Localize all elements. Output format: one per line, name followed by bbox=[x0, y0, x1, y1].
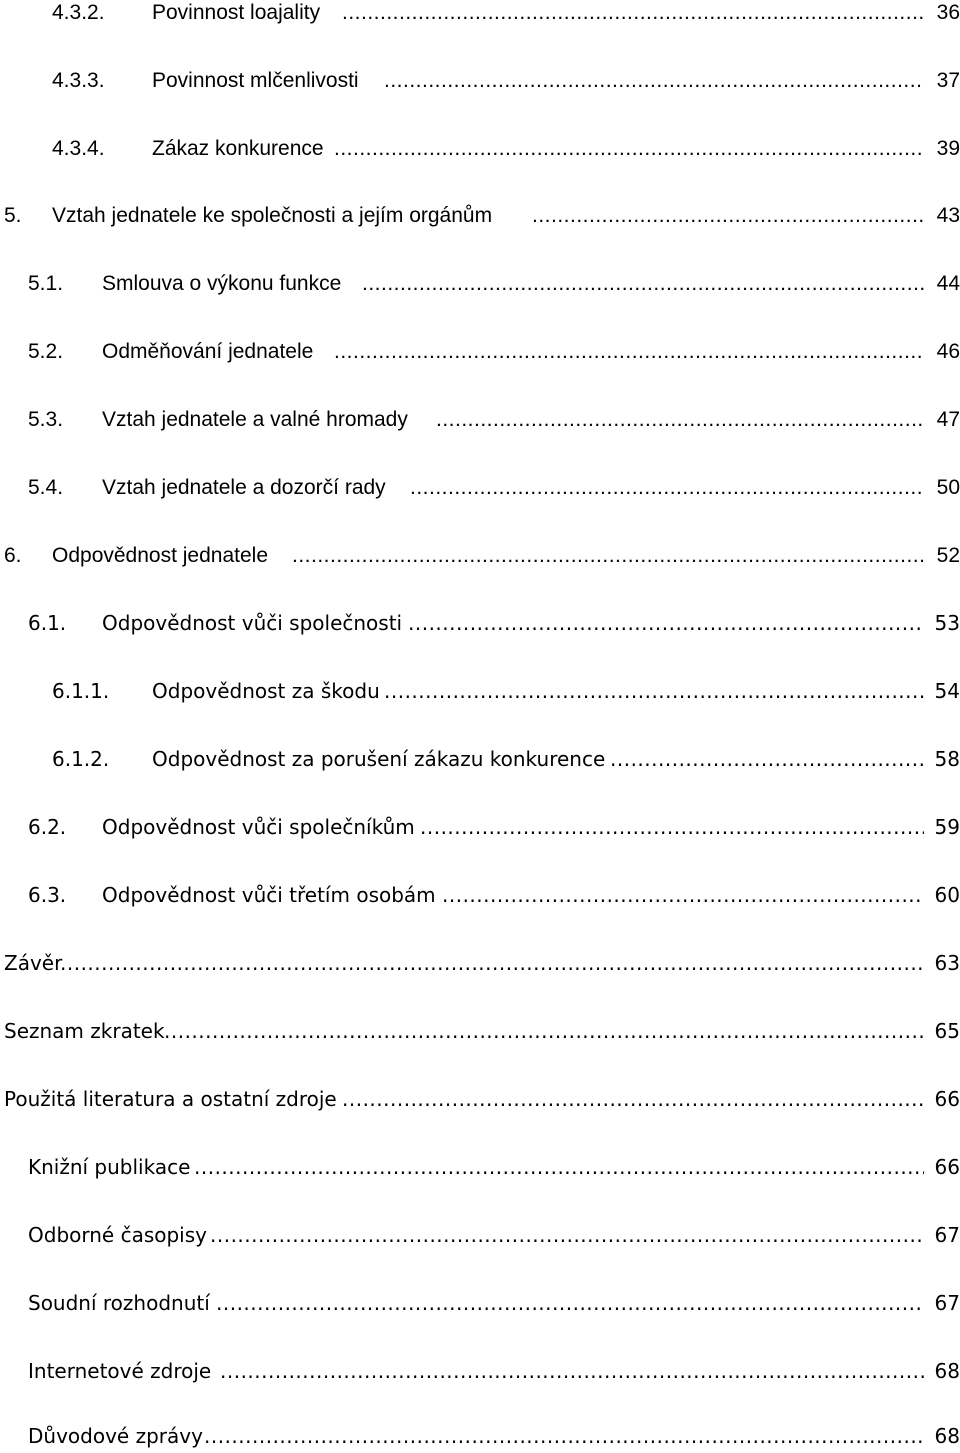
toc-dot-leader bbox=[442, 878, 924, 912]
toc-dot-leader bbox=[334, 335, 924, 369]
toc-entry[interactable] bbox=[0, 1150, 960, 1184]
toc-dot-leader bbox=[220, 1354, 924, 1388]
toc-entry-number: 6.1.2. bbox=[52, 747, 110, 771]
toc-entry-number: 5.4. bbox=[28, 476, 64, 499]
toc-entry-number: 5.3. bbox=[28, 408, 64, 431]
toc-entry-title: Závěr bbox=[4, 951, 63, 975]
toc-entry-page: 50 bbox=[933, 471, 960, 505]
toc-entry-title: Odpovědnost za škodu bbox=[152, 679, 380, 703]
toc-entry-page: 43 bbox=[933, 199, 960, 233]
toc-entry[interactable] bbox=[0, 1082, 960, 1116]
toc-entry-number: 5.2. bbox=[28, 340, 64, 363]
toc-entry-page: 58 bbox=[931, 742, 960, 776]
toc-dot-leader bbox=[60, 946, 924, 980]
toc-dot-leader bbox=[408, 606, 924, 640]
toc-dot-leader bbox=[384, 674, 924, 708]
toc-entry-title: Důvodové zprávy bbox=[28, 1424, 203, 1448]
toc-entry-page: 59 bbox=[931, 810, 960, 844]
toc-entry[interactable] bbox=[0, 1354, 960, 1388]
toc-dot-leader bbox=[610, 742, 924, 776]
toc-entry-page: 44 bbox=[933, 267, 960, 301]
toc-entry[interactable] bbox=[0, 335, 960, 369]
toc-entry-title: Povinnost mlčenlivosti bbox=[152, 69, 359, 92]
toc-entry-page: 68 bbox=[931, 1419, 960, 1453]
toc-entry-title: Povinnost loajality bbox=[152, 1, 321, 24]
toc-entry-page: 36 bbox=[933, 0, 960, 30]
toc-entry-page: 66 bbox=[931, 1150, 960, 1184]
toc-entry-number: 4.3.4. bbox=[52, 137, 105, 160]
toc-entry[interactable] bbox=[0, 742, 960, 776]
toc-entry-page: 53 bbox=[931, 606, 960, 640]
toc-dot-leader bbox=[292, 539, 924, 573]
toc-dot-leader bbox=[216, 1286, 924, 1320]
toc-entry[interactable] bbox=[0, 267, 960, 301]
toc-entry-number: 5.1. bbox=[28, 272, 64, 295]
toc-entry-title: Vztah jednatele a valné hromady bbox=[102, 408, 408, 431]
toc-entry-page: 60 bbox=[931, 878, 960, 912]
toc-dot-leader bbox=[164, 1014, 924, 1048]
toc-entry-page: 52 bbox=[933, 539, 960, 573]
toc-entry-title: Zákaz konkurence bbox=[152, 137, 324, 160]
toc-dot-leader bbox=[342, 0, 924, 30]
toc-entry[interactable] bbox=[0, 0, 960, 30]
toc-entry[interactable] bbox=[0, 810, 960, 844]
toc-entry[interactable] bbox=[0, 1014, 960, 1048]
toc-entry[interactable] bbox=[0, 132, 960, 166]
toc-entry-title: Smlouva o výkonu funkce bbox=[102, 272, 342, 295]
toc-entry[interactable] bbox=[0, 471, 960, 505]
toc-dot-leader bbox=[420, 810, 924, 844]
toc-entry-number: 6.3. bbox=[28, 883, 67, 907]
toc-entry[interactable] bbox=[0, 64, 960, 98]
toc-dot-leader bbox=[532, 199, 924, 233]
toc-entry-title: Seznam zkratek bbox=[4, 1019, 165, 1043]
toc-entry-page: 67 bbox=[931, 1286, 960, 1320]
toc-entry[interactable] bbox=[0, 946, 960, 980]
toc-entry-title: Internetové zdroje bbox=[28, 1359, 212, 1383]
toc-entry[interactable] bbox=[0, 539, 960, 573]
toc-dot-leader bbox=[410, 471, 924, 505]
toc-entry[interactable] bbox=[0, 606, 960, 640]
toc-entry-number: 5. bbox=[4, 204, 22, 227]
toc-entry-number: 4.3.3. bbox=[52, 69, 105, 92]
toc-dot-leader bbox=[194, 1150, 924, 1184]
toc-entry-title: Odměňování jednatele bbox=[102, 340, 314, 363]
toc-entry-page: 66 bbox=[931, 1082, 960, 1116]
toc-entry-title: Soudní rozhodnutí bbox=[28, 1291, 210, 1315]
toc-entry-page: 54 bbox=[931, 674, 960, 708]
toc-dot-leader bbox=[436, 403, 924, 437]
toc-entry-title: Knižní publikace bbox=[28, 1155, 191, 1179]
toc-entry[interactable] bbox=[0, 403, 960, 437]
toc-entry[interactable] bbox=[0, 1218, 960, 1252]
toc-entry-page: 63 bbox=[931, 946, 960, 980]
toc-dot-leader bbox=[384, 64, 924, 98]
toc-entry-title: Odpovědnost za porušení zákazu konkurence bbox=[152, 747, 606, 771]
toc-entry[interactable] bbox=[0, 1286, 960, 1320]
toc-entry[interactable] bbox=[0, 1419, 960, 1453]
toc-entry-page: 39 bbox=[933, 132, 960, 166]
toc-entry-number: 4.3.2. bbox=[52, 1, 105, 24]
toc-entry-page: 65 bbox=[931, 1014, 960, 1048]
toc-entry-title: Odborné časopisy bbox=[28, 1223, 207, 1247]
toc-entry-page: 67 bbox=[931, 1218, 960, 1252]
toc-dot-leader bbox=[362, 267, 924, 301]
toc-entry-number: 6.1.1. bbox=[52, 679, 110, 703]
toc-entry-page: 37 bbox=[933, 64, 960, 98]
toc-entry[interactable] bbox=[0, 199, 960, 233]
toc-entry-title: Vztah jednatele ke společnosti a jejím orgánům bbox=[52, 204, 493, 227]
toc-entry-title: Použitá literatura a ostatní zdroje bbox=[4, 1087, 337, 1111]
toc-entry-page: 46 bbox=[933, 335, 960, 369]
toc-dot-leader bbox=[204, 1419, 924, 1453]
toc-entry-title: Odpovědnost vůči třetím osobám bbox=[102, 883, 436, 907]
toc-entry-number: 6. bbox=[4, 544, 22, 567]
toc-entry-title: Odpovědnost vůči společníkům bbox=[102, 815, 415, 839]
toc-entry-number: 6.1. bbox=[28, 611, 67, 635]
toc-entry-page: 47 bbox=[933, 403, 960, 437]
toc-entry-title: Odpovědnost vůči společnosti bbox=[102, 611, 403, 635]
toc-entry[interactable] bbox=[0, 878, 960, 912]
toc-entry-title: Vztah jednatele a dozorčí rady bbox=[102, 476, 386, 499]
toc-entry-page: 68 bbox=[931, 1354, 960, 1388]
toc-dot-leader bbox=[210, 1218, 924, 1252]
toc-entry-title: Odpovědnost jednatele bbox=[52, 544, 268, 567]
toc-dot-leader bbox=[334, 132, 924, 166]
toc-entry[interactable] bbox=[0, 674, 960, 708]
toc-entry-number: 6.2. bbox=[28, 815, 67, 839]
toc-dot-leader bbox=[342, 1082, 924, 1116]
